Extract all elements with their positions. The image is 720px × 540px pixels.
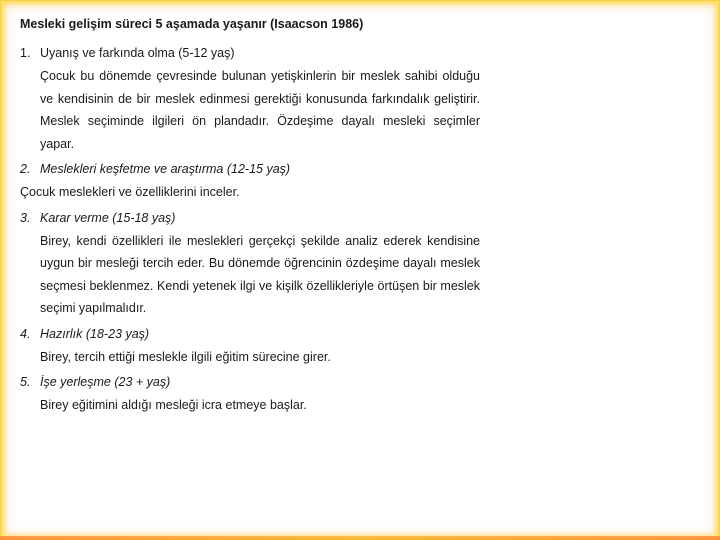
stage-4-description: Birey, tercih ettiği meslekle ilgili eğitim sürecine girer. bbox=[40, 349, 331, 364]
stage-3-title: Karar verme (15-18 yaş) bbox=[40, 210, 176, 225]
stage-4-number: 4. bbox=[20, 326, 31, 341]
stage-5-number: 5. bbox=[20, 375, 31, 389]
stage-2-description: Çocuk meslekleri ve özelliklerini inceler. bbox=[20, 185, 240, 199]
stage-3-header bbox=[20, 208, 480, 228]
stage-3-number: 3. bbox=[20, 210, 31, 225]
stage-2-title: Meslekleri keşfetme ve araştırma (12-15 yaş) bbox=[40, 162, 291, 176]
stage-1-description: Çocuk bu dönemde çevresinde bulunan yetişkinlerin bir meslek sahibi olduğu ve kendisinin de bir meslek edinmesi gerektiği konusunda farkındalık geliştirir. Meslek seçiminde ilgileri ön plandadır. Özdeşime dayalı mesleki seçimler yapar. bbox=[40, 69, 480, 151]
stage-3-description: Birey, kendi özellikleri ile meslekleri gerçekçi şekilde analiz ederek kendisine uygun bir mesleği tercih eder. Bu dönemde öğrencinin özdeşime dayalı meslek seçmesi beklenmez. Kendi yetenek ilgi ve kişilk özellikleriyle örtüşen bir meslek seçimi yapılmalıdır. bbox=[40, 233, 480, 315]
stage-4-title: Hazırlık (18-23 yaş) bbox=[40, 326, 150, 341]
stage-4-header bbox=[20, 324, 480, 344]
stage-5-header bbox=[20, 372, 480, 392]
slide-content bbox=[20, 15, 480, 417]
stage-5-title: İşe yerleşme (23 + yaş) bbox=[40, 375, 171, 389]
stage-1-title: Uyanış ve farkında olma (5-12 yaş) bbox=[40, 46, 235, 60]
stage-2-number: 2. bbox=[20, 162, 31, 176]
stage-2-header bbox=[20, 159, 480, 179]
stage-1-number: 1. bbox=[20, 46, 31, 60]
stage-5-description: Birey eğitimini aldığı mesleği icra etmeye başlar. bbox=[40, 398, 307, 412]
slide-title: Mesleki gelişim süreci 5 aşamada yaşanır (Isaacson 1986) bbox=[20, 17, 364, 31]
stage-1-header bbox=[20, 43, 480, 63]
